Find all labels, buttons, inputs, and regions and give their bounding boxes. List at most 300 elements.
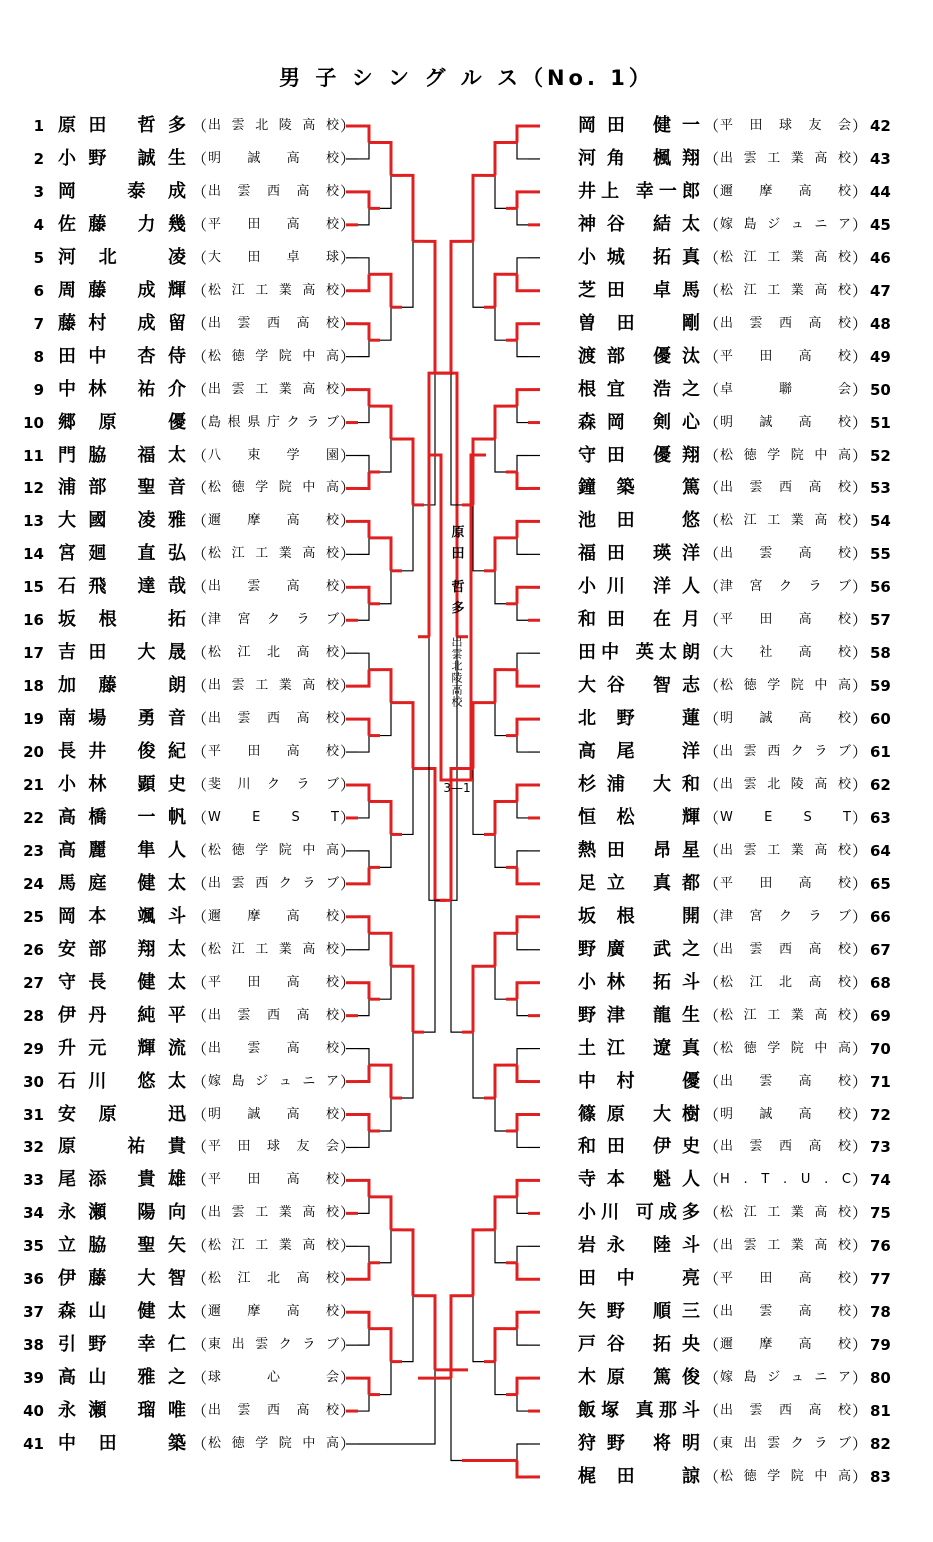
paren-close: ） [340, 1435, 356, 1453]
player-number: 36 [23, 1270, 44, 1289]
player-club: 平 田 高 校 [720, 612, 852, 628]
player-row [0, 476, 360, 500]
player-number: 39 [23, 1369, 44, 1388]
player-row [0, 938, 360, 962]
player-row [570, 872, 930, 896]
player-row [570, 575, 930, 599]
player-club: 出 雲 西 高 校 [720, 1139, 852, 1155]
player-club: 出雲西クラブ [208, 875, 340, 891]
player-row [0, 312, 360, 336]
player-name: 坂根 拓 [58, 609, 186, 631]
paren-open: （ [192, 149, 208, 168]
player-row [0, 1399, 360, 1423]
paren-open: （ [192, 1039, 208, 1058]
player-club: 大 社 高 校 [720, 645, 852, 661]
player-name: 北野 蓮 [578, 708, 700, 730]
paren-open: （ [704, 1402, 720, 1421]
player-row [0, 971, 360, 995]
player-club: 東出雲クラブ [720, 1436, 852, 1451]
player-number: 16 [23, 611, 44, 630]
player-number: 69 [870, 1006, 891, 1025]
player-row [570, 542, 930, 566]
player-name: 井上 幸一郎 [578, 180, 700, 202]
paren-open: （ [704, 907, 720, 926]
player-number: 80 [870, 1369, 891, 1388]
player-club: 出雲工業高校 [720, 1238, 852, 1254]
player-row [570, 411, 930, 435]
player-name: 田中 英太朗 [578, 642, 700, 664]
player-club: 明 誠 高 校 [208, 150, 340, 166]
paren-open: （ [192, 1336, 208, 1355]
paren-close: ） [340, 776, 356, 794]
player-row [570, 147, 930, 171]
paren-close: ） [340, 281, 356, 300]
player-name: 飯塚 真那斗 [578, 1400, 700, 1422]
paren-close: ） [340, 149, 356, 168]
player-name: 田中 亮 [578, 1268, 700, 1290]
paren-close: ） [852, 314, 868, 333]
paren-close: ） [340, 1369, 356, 1388]
player-number: 66 [870, 907, 891, 926]
paren-open: （ [192, 545, 208, 564]
paren-close: ） [340, 973, 356, 992]
player-row [570, 1004, 930, 1028]
player-club: 邇 摩 高 校 [208, 513, 340, 529]
player-club: 出 雲 高 校 [208, 579, 340, 595]
final-score: 3—1 [443, 781, 471, 795]
player-number: 19 [23, 710, 44, 729]
player-number: 40 [23, 1402, 44, 1421]
player-row [570, 806, 930, 830]
player-club: 松徳学院中高 [720, 1468, 852, 1484]
player-number: 33 [23, 1171, 44, 1190]
paren-open: （ [192, 1171, 208, 1190]
paren-close: ） [852, 281, 868, 300]
player-club: W E S T [720, 809, 852, 825]
player-number: 26 [23, 940, 44, 959]
player-number: 74 [870, 1171, 891, 1190]
paren-open: （ [192, 314, 208, 333]
player-club: 松江工業高校 [208, 1238, 340, 1254]
paren-open: （ [704, 973, 720, 992]
player-number: 78 [870, 1303, 891, 1322]
paren-open: （ [192, 874, 208, 893]
player-row [570, 1201, 930, 1225]
player-row [570, 444, 930, 468]
player-club: 平 田 高 校 [208, 216, 340, 232]
paren-close: ） [340, 1204, 356, 1223]
player-club: 松徳学院中高 [720, 1040, 852, 1056]
paren-close: ） [340, 1303, 356, 1322]
paren-close: ） [340, 644, 356, 663]
player-number: 34 [23, 1204, 44, 1223]
paren-close: ） [340, 512, 356, 531]
player-number: 55 [870, 545, 891, 564]
player-row [0, 674, 360, 698]
player-name: 篠原 大樹 [578, 1103, 700, 1125]
player-number: 22 [23, 808, 44, 827]
player-number: 57 [870, 611, 891, 630]
player-name: 高尾 洋 [578, 741, 700, 763]
player-club: H . T . U . C [720, 1172, 852, 1188]
paren-open: （ [704, 874, 720, 893]
paren-close: ） [340, 1039, 356, 1058]
player-row [0, 1432, 360, 1456]
player-row [0, 213, 360, 237]
player-number: 81 [870, 1402, 891, 1421]
player-row [0, 444, 360, 468]
paren-open: （ [704, 117, 720, 135]
paren-close: ） [852, 644, 868, 663]
paren-open: （ [192, 776, 208, 794]
player-name: 大國 凌雅 [58, 510, 186, 532]
player-club: 平 田 高 校 [720, 1271, 852, 1287]
player-number: 15 [23, 578, 44, 597]
paren-close: ） [852, 677, 868, 696]
paren-close: ） [340, 479, 356, 498]
player-row [570, 279, 930, 303]
paren-open: （ [704, 677, 720, 696]
player-row [570, 1234, 930, 1258]
paren-close: ） [852, 1105, 868, 1124]
paren-close: ） [340, 380, 356, 399]
player-club: 邇 摩 高 校 [720, 183, 852, 199]
player-row [0, 1333, 360, 1357]
player-number: 51 [870, 413, 891, 432]
paren-open: （ [192, 248, 208, 267]
player-number: 12 [23, 479, 44, 498]
player-row [0, 839, 360, 863]
player-club: 斐 川 ク ラ ブ [208, 777, 340, 792]
player-club: 出雲工業高校 [208, 678, 340, 694]
player-club: 出雲北陵高校 [208, 118, 340, 133]
player-name: 恒松 輝 [578, 806, 700, 828]
paren-open: （ [704, 710, 720, 729]
player-number: 13 [23, 512, 44, 531]
player-name: 野廣 武之 [578, 938, 700, 960]
player-name: 石飛 達哉 [58, 576, 186, 598]
player-name: 熱田 昂星 [578, 839, 700, 861]
paren-close: ） [340, 314, 356, 333]
player-row [570, 641, 930, 665]
player-number: 6 [33, 281, 44, 300]
paren-open: （ [192, 808, 208, 827]
player-club: 松徳学院中高 [720, 678, 852, 694]
player-name: 郷原 優 [58, 411, 186, 433]
player-row [570, 114, 930, 138]
player-name: 安原 迅 [58, 1103, 186, 1125]
paren-close: ） [340, 413, 356, 432]
player-name: 中林 祐介 [58, 378, 186, 400]
player-club: 松徳学院中高 [208, 1436, 340, 1451]
player-club: 松徳学院中高 [720, 447, 852, 463]
player-name: 中田 築 [58, 1433, 186, 1454]
paren-close: ） [852, 1467, 868, 1486]
paren-open: （ [192, 940, 208, 959]
player-row [570, 1465, 930, 1489]
player-row [570, 773, 930, 797]
paren-open: （ [192, 413, 208, 432]
player-name: 高橋 一帆 [58, 806, 186, 828]
player-club: 平 田 高 校 [720, 875, 852, 891]
player-number: 5 [33, 248, 44, 267]
player-name: 神谷 結太 [578, 213, 700, 235]
player-number: 43 [870, 149, 891, 168]
paren-open: （ [192, 446, 208, 465]
player-name: 原田 哲多 [58, 115, 186, 136]
paren-open: （ [704, 281, 720, 300]
player-name: 土江 遼真 [578, 1037, 700, 1059]
player-name: 永瀬 瑠唯 [58, 1400, 186, 1422]
paren-close: ） [852, 1237, 868, 1256]
paren-close: ） [852, 841, 868, 860]
player-club: 出雲西クラブ [720, 744, 852, 760]
player-row [0, 1267, 360, 1291]
paren-close: ） [852, 1006, 868, 1025]
paren-close: ） [852, 1171, 868, 1190]
player-club: 出雲北陵高校 [720, 777, 852, 792]
player-number: 23 [23, 841, 44, 860]
paren-open: （ [192, 841, 208, 860]
paren-open: （ [192, 1204, 208, 1223]
player-number: 61 [870, 743, 891, 762]
player-name: 小林 拓斗 [578, 971, 700, 993]
paren-open: （ [704, 1467, 720, 1486]
player-row [0, 707, 360, 731]
player-club: 出雲工業高校 [208, 1205, 340, 1221]
player-row [0, 246, 360, 270]
paren-open: （ [704, 248, 720, 267]
player-number: 50 [870, 380, 891, 399]
player-name: 中村 優 [578, 1070, 700, 1092]
player-row [570, 378, 930, 402]
paren-open: （ [192, 1138, 208, 1157]
paren-close: ） [340, 710, 356, 729]
player-number: 24 [23, 874, 44, 893]
player-row [570, 1366, 930, 1390]
paren-close: ） [852, 743, 868, 762]
player-row [570, 740, 930, 764]
player-row [0, 641, 360, 665]
paren-close: ） [852, 149, 868, 168]
player-row [570, 674, 930, 698]
player-name: 渡部 優汰 [578, 345, 700, 367]
paren-close: ） [340, 545, 356, 564]
player-club: 出 雲 高 校 [720, 1304, 852, 1320]
player-club: 松徳学院中高 [208, 348, 340, 364]
paren-open: （ [704, 479, 720, 498]
paren-close: ） [852, 874, 868, 893]
paren-close: ） [852, 545, 868, 564]
player-name: 梶田 諒 [578, 1465, 700, 1487]
paren-close: ） [852, 446, 868, 465]
player-row [570, 1333, 930, 1357]
player-number: 70 [870, 1039, 891, 1058]
paren-close: ） [852, 611, 868, 630]
player-row [570, 509, 930, 533]
player-row [0, 1135, 360, 1159]
player-name: 南場 勇音 [58, 708, 186, 730]
paren-open: （ [704, 545, 720, 564]
player-name: 森岡 剣心 [578, 411, 700, 433]
player-number: 17 [23, 644, 44, 663]
paren-close: ） [340, 677, 356, 696]
paren-open: （ [192, 677, 208, 696]
paren-close: ） [340, 182, 356, 201]
player-number: 60 [870, 710, 891, 729]
paren-open: （ [704, 940, 720, 959]
paren-close: ） [852, 182, 868, 201]
player-row [0, 1004, 360, 1028]
player-club: 松 江 北 高 校 [208, 1271, 340, 1287]
paren-close: ） [340, 611, 356, 630]
paren-open: （ [704, 1270, 720, 1289]
player-club: 松江工業高校 [720, 1007, 852, 1023]
player-name: 吉田 大晟 [58, 642, 186, 664]
player-number: 20 [23, 743, 44, 762]
paren-close: ） [852, 1270, 868, 1289]
player-club: 松徳学院中高 [208, 480, 340, 496]
paren-close: ） [852, 907, 868, 926]
player-number: 25 [23, 907, 44, 926]
player-number: 1 [33, 117, 44, 135]
paren-open: （ [192, 611, 208, 630]
paren-close: ） [852, 808, 868, 827]
player-name: 小川 洋人 [578, 576, 700, 598]
player-number: 31 [23, 1105, 44, 1124]
player-number: 72 [870, 1105, 891, 1124]
player-club: 八 束 学 園 [208, 447, 340, 463]
paren-close: ） [852, 1303, 868, 1322]
player-row [0, 180, 360, 204]
player-number: 48 [870, 314, 891, 333]
player-number: 68 [870, 973, 891, 992]
paren-close: ） [340, 578, 356, 597]
player-club: 嫁島ジュニア [208, 1073, 340, 1089]
paren-open: （ [704, 1105, 720, 1124]
player-club: 明 誠 高 校 [208, 1106, 340, 1122]
paren-open: （ [192, 281, 208, 300]
player-name: 藤村 成留 [58, 312, 186, 334]
paren-open: （ [704, 1171, 720, 1190]
paren-open: （ [704, 1237, 720, 1256]
player-number: 38 [23, 1336, 44, 1355]
page-title: 男 子 シ ン グ ル ス（No. 1） [279, 66, 654, 90]
player-club: 明 誠 高 校 [720, 1106, 852, 1122]
paren-open: （ [192, 1435, 208, 1453]
player-name: 周藤 成輝 [58, 279, 186, 301]
player-row [0, 1234, 360, 1258]
player-club: W E S T [208, 809, 340, 825]
paren-open: （ [704, 808, 720, 827]
player-name: 宮廻 直弘 [58, 543, 186, 565]
paren-open: （ [704, 776, 720, 794]
paren-close: ） [340, 117, 356, 135]
player-club: 津 宮 ク ラ ブ [720, 908, 852, 924]
player-number: 44 [870, 182, 891, 201]
player-number: 49 [870, 347, 891, 366]
paren-open: （ [704, 1072, 720, 1091]
paren-open: （ [704, 841, 720, 860]
paren-open: （ [704, 347, 720, 366]
player-name: 岡田 健一 [578, 115, 700, 136]
paren-close: ） [340, 1336, 356, 1355]
paren-close: ） [340, 1006, 356, 1025]
player-row [570, 1135, 930, 1159]
player-number: 35 [23, 1237, 44, 1256]
player-club: 松江工業高校 [720, 1205, 852, 1221]
paren-close: ） [852, 413, 868, 432]
player-club: 大 田 卓 球 [208, 249, 340, 265]
player-name: 寺本 魁人 [578, 1169, 700, 1191]
paren-close: ） [852, 117, 868, 135]
player-row [0, 1366, 360, 1390]
player-row [0, 345, 360, 369]
paren-close: ） [340, 1402, 356, 1421]
paren-open: （ [192, 1105, 208, 1124]
player-club: 明 誠 高 校 [720, 711, 852, 727]
paren-open: （ [192, 578, 208, 597]
paren-open: （ [192, 1402, 208, 1421]
player-club: 松江工業高校 [720, 282, 852, 298]
paren-close: ） [852, 1336, 868, 1355]
champion-box [443, 525, 469, 708]
paren-open: （ [704, 743, 720, 762]
paren-close: ） [340, 940, 356, 959]
player-club: 邇 摩 高 校 [720, 1337, 852, 1353]
player-club: 出 雲 西 高 校 [720, 941, 852, 957]
paren-open: （ [704, 644, 720, 663]
player-row [0, 1168, 360, 1192]
player-number: 64 [870, 841, 891, 860]
player-row [570, 707, 930, 731]
paren-close: ） [340, 743, 356, 762]
player-number: 65 [870, 874, 891, 893]
player-number: 8 [33, 347, 44, 366]
player-club: 邇 摩 高 校 [208, 1304, 340, 1320]
player-club: 卓 聯 会 [720, 381, 852, 397]
player-name: 戸谷 拓央 [578, 1334, 700, 1356]
player-name: 大谷 智志 [578, 675, 700, 697]
player-row [0, 575, 360, 599]
paren-close: ） [340, 1072, 356, 1091]
player-number: 10 [23, 413, 44, 432]
player-club: 出 雲 西 高 校 [208, 1007, 340, 1023]
player-row [570, 213, 930, 237]
player-number: 21 [23, 776, 44, 794]
paren-open: （ [192, 182, 208, 201]
paren-close: ） [852, 248, 868, 267]
player-row [0, 872, 360, 896]
player-name: 田中 杏侍 [58, 345, 186, 367]
paren-open: （ [704, 182, 720, 201]
paren-close: ） [340, 446, 356, 465]
player-number: 29 [23, 1039, 44, 1058]
player-club: 出 雲 西 高 校 [720, 315, 852, 331]
paren-open: （ [192, 380, 208, 399]
paren-open: （ [192, 1006, 208, 1025]
paren-open: （ [704, 1138, 720, 1157]
player-row [570, 1168, 930, 1192]
player-club: 出 雲 高 校 [720, 1073, 852, 1089]
player-name: 和田 伊史 [578, 1136, 700, 1158]
player-number: 9 [33, 380, 44, 399]
player-row [0, 147, 360, 171]
player-number: 54 [870, 512, 891, 531]
player-row [0, 509, 360, 533]
paren-close: ） [852, 1039, 868, 1058]
player-number: 3 [33, 182, 44, 201]
